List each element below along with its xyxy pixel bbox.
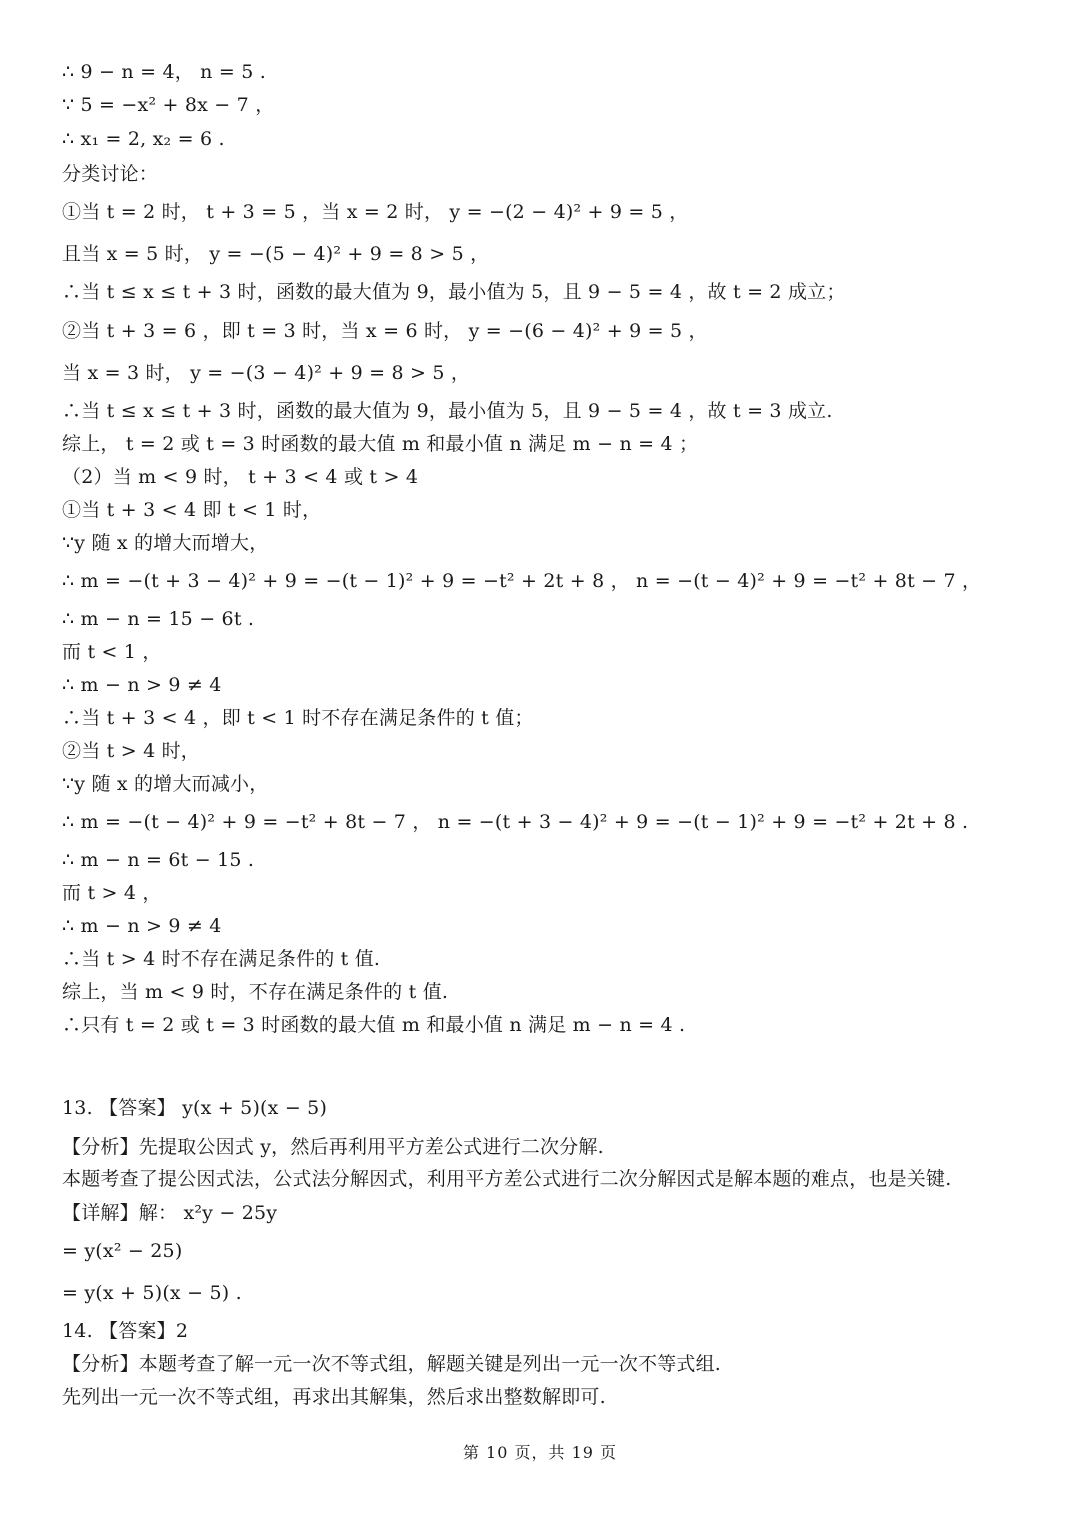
detail-line: = y(x + 5)(x − 5) . [62,1282,242,1304]
solution-line: ∵ 5 = −x² + 8x − 7 ， [62,94,275,116]
solution-line: ②当 t > 4 时， [62,740,201,762]
solution-line: 综上， t = 2 或 t = 3 时函数的最大值 m 和最小值 n 满足 m − n = 4 ； [62,433,699,455]
solution-line: （2）当 m < 9 时， t + 3 < 4 或 t > 4 [62,466,419,488]
solution-line: ②当 t + 3 = 6 ，即 t = 3 时，当 x = 6 时， y = −(6 − 4)² + 9 = 5 ， [62,320,708,342]
analysis-line: 【分析】本题考查了解一元一次不等式组，解题关键是列出一元一次不等式组. [62,1353,722,1375]
solution-line: 分类讨论： [62,163,159,185]
solution-line: ①当 t = 2 时， t + 3 = 5 ，当 x = 2 时， y = −(2 − 4)² + 9 = 5 ， [62,201,689,223]
solution-line: ∴ m − n > 9 ≠ 4 [62,915,222,937]
solution-line: ∴ 9 − n = 4， n = 5 . [62,61,266,83]
detail-line: 【详解】解： x²y − 25y [62,1202,278,1224]
solution-line: 当 x = 3 时， y = −(3 − 4)² + 9 = 8 > 5 ， [62,362,471,384]
solution-line: 且当 x = 5 时， y = −(5 − 4)² + 9 = 8 > 5 ， [62,243,490,265]
solution-line: ∵y 随 x 的增大而减小， [62,773,269,795]
analysis-line: 先列出一元一次不等式组，再求出其解集，然后求出整数解即可. [62,1386,606,1408]
solution-line: ∴只有 t = 2 或 t = 3 时函数的最大值 m 和最小值 n 满足 m − n = 4 . [62,1014,686,1036]
detail-line: = y(x² − 25) [62,1240,183,1262]
solution-line: ∴ m = −(t − 4)² + 9 = −t² + 8t − 7 ， n = −(t + 3 − 4)² + 9 = −(t − 1)² + 9 = −t² + 2t + 8 . [62,811,969,833]
page-footer: 第 10 页，共 19 页 [462,1443,618,1462]
solution-line: ∴ m − n = 6t − 15 . [62,849,255,871]
solution-line: ∴当 t ≤ x ≤ t + 3 时，函数的最大值为 9，最小值为 5，且 9 − 5 = 4 ，故 t = 3 成立. [62,400,833,422]
solution-line: 综上，当 m < 9 时，不存在满足条件的 t 值. [62,981,449,1003]
analysis-line: 【分析】先提取公因式 y，然后再利用平方差公式进行二次分解. [62,1136,604,1158]
analysis-line: 本题考查了提公因式法，公式法分解因式，利用平方差公式进行二次分解因式是解本题的难点，也是关键. [62,1168,952,1190]
solution-line: ∴当 t > 4 时不存在满足条件的 t 值. [62,948,381,970]
solution-line: ∴ m − n = 15 − 6t . [62,608,255,630]
solution-line: ∴当 t + 3 < 4 ，即 t < 1 时不存在满足条件的 t 值； [62,707,534,729]
solution-line: ∴ m − n > 9 ≠ 4 [62,674,222,696]
solution-line: ①当 t + 3 < 4 即 t < 1 时， [62,499,322,521]
question-13-answer: 13. 【答案】 y(x + 5)(x − 5) [62,1097,328,1119]
solution-line: ∴ x₁ = 2, x₂ = 6 . [62,128,225,150]
solution-line: ∵y 随 x 的增大而增大， [62,532,269,554]
solution-line: ∴ m = −(t + 3 − 4)² + 9 = −(t − 1)² + 9 = −t² + 2t + 8 ， n = −(t − 4)² + 9 = −t² + 8t − 7 ， [62,570,982,592]
solution-line: 而 t > 4 ， [62,882,162,904]
solution-line: ∴当 t ≤ x ≤ t + 3 时，函数的最大值为 9，最小值为 5，且 9 − 5 = 4 ，故 t = 2 成立； [62,281,846,303]
solution-line: 而 t < 1 ， [62,641,162,663]
question-14-answer: 14. 【答案】2 [62,1320,189,1342]
